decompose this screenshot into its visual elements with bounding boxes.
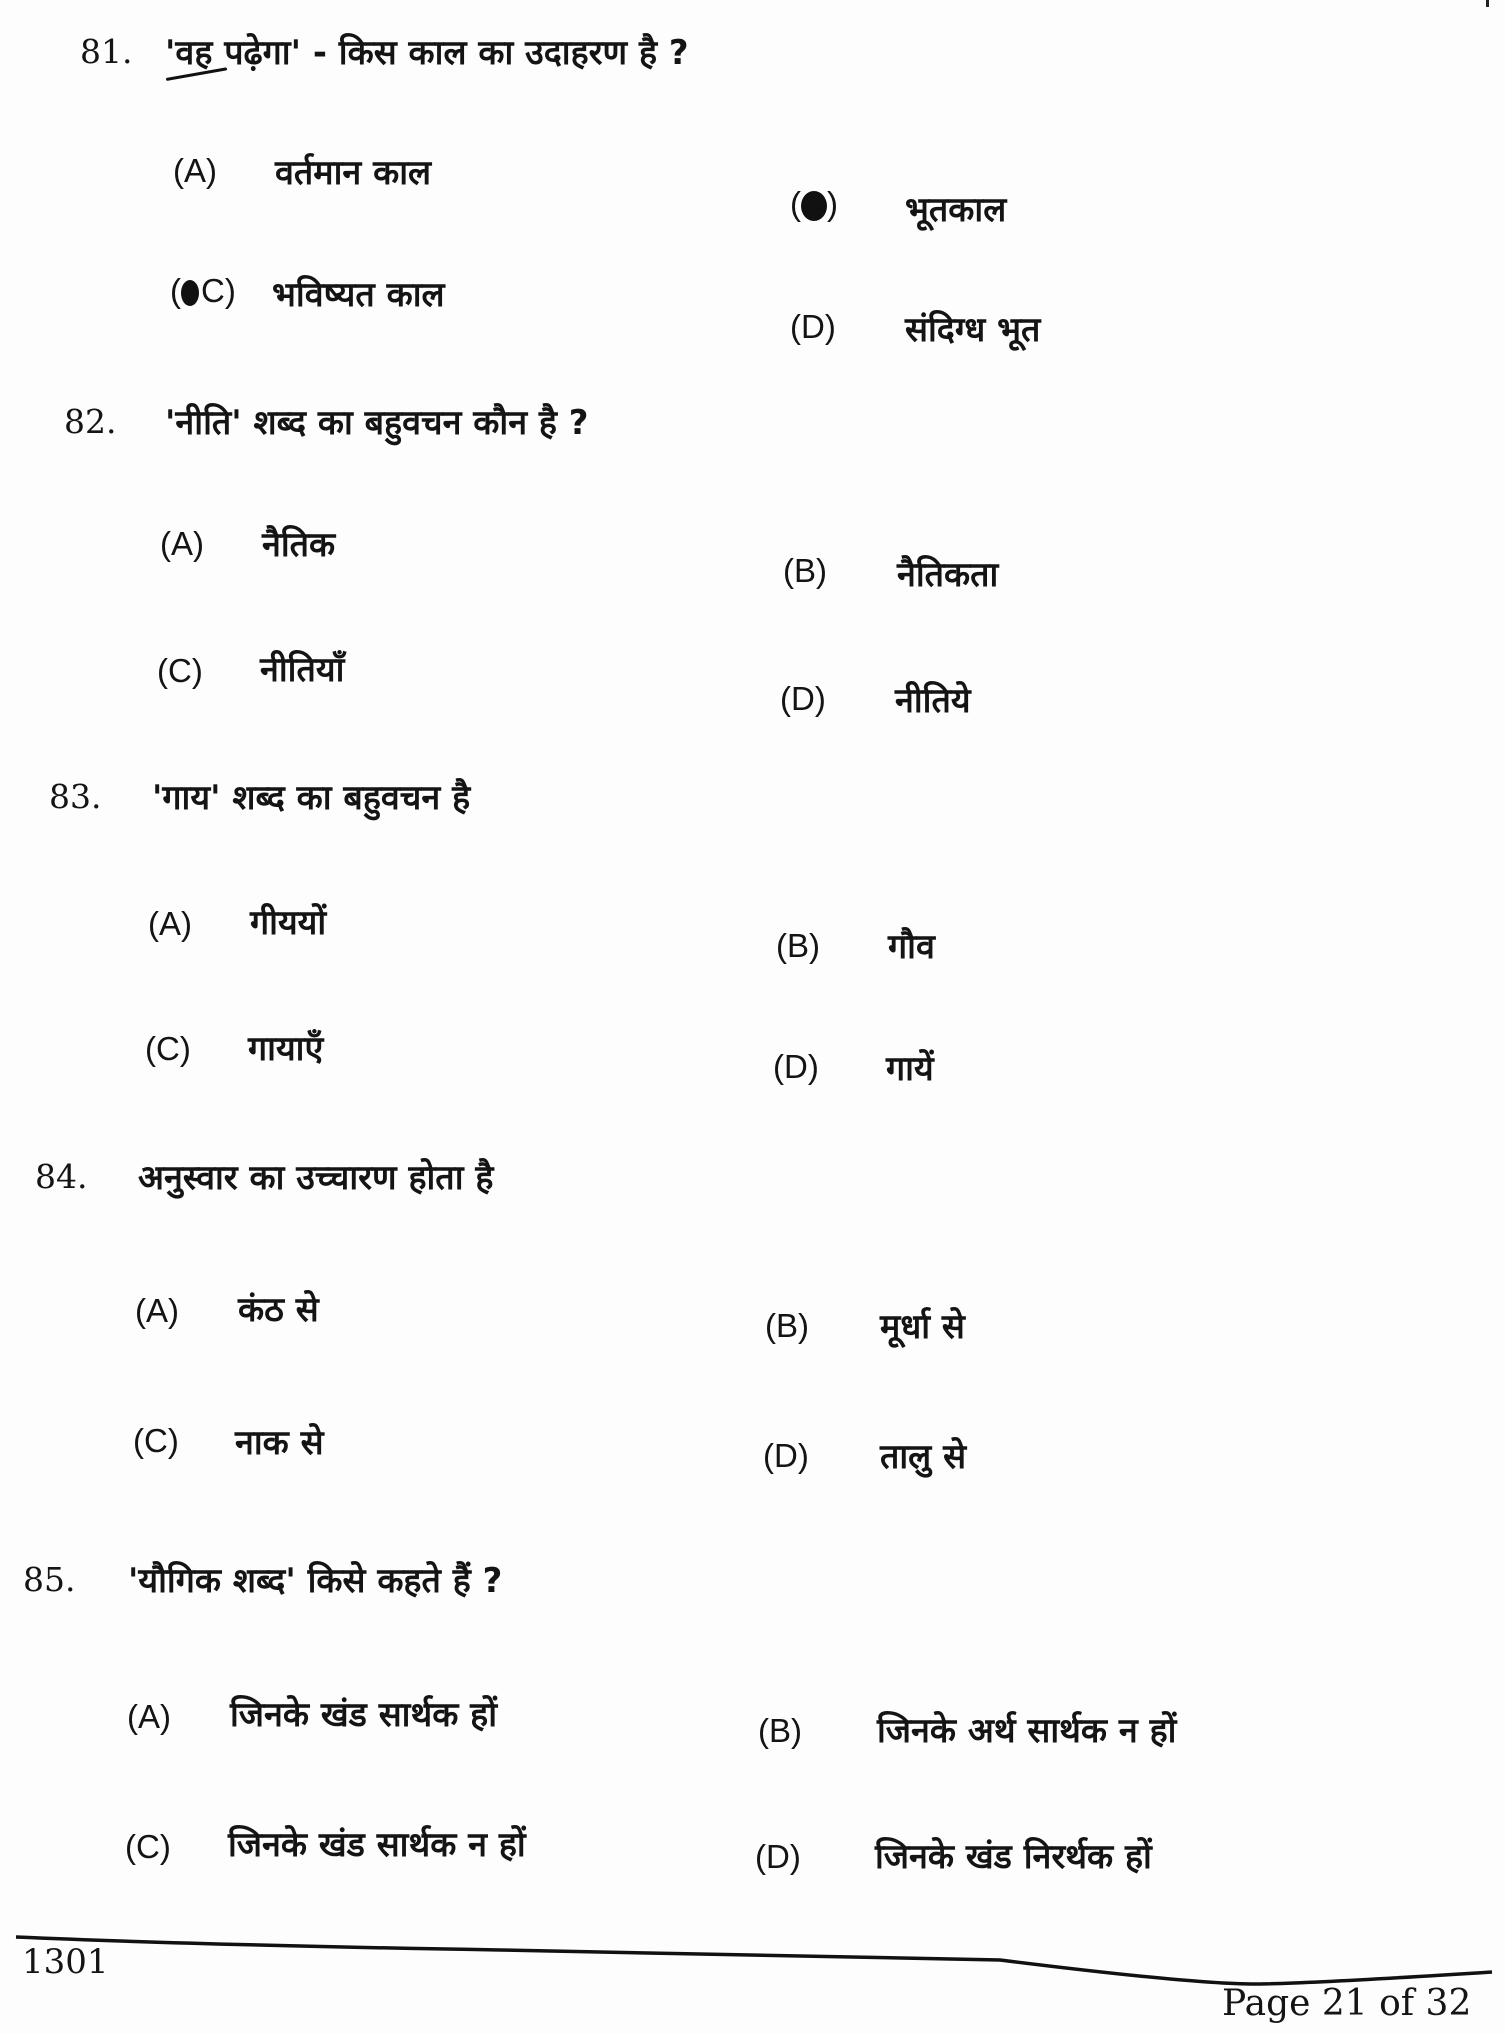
option-text: नैतिक <box>262 525 336 565</box>
page-number: Page 21 of 32 <box>1222 1983 1472 2024</box>
option-text: गायाएँ <box>248 1029 324 1069</box>
question-number: 85. <box>23 1560 76 1599</box>
option-text: नाक से <box>235 1423 324 1463</box>
option-text: जिनके अर्थ सार्थक न हों <box>877 1711 1177 1751</box>
question-text: 'नीति' शब्द का बहुवचन कौन है ? <box>165 403 589 443</box>
option-text: तालु से <box>880 1437 967 1477</box>
option-label: (C) <box>157 652 203 689</box>
question-number: 84. <box>35 1157 88 1196</box>
option-label: (B) <box>765 1307 809 1344</box>
option-label: (D) <box>763 1437 809 1474</box>
option-text: जिनके खंड सार्थक न हों <box>228 1825 526 1865</box>
option-text: भूतकाल <box>905 190 1007 230</box>
option-text: जिनके खंड निरर्थक हों <box>875 1837 1152 1877</box>
option-text: नीतियाँ <box>260 650 345 690</box>
option-text: गीययों <box>250 903 327 943</box>
question-number: 81. <box>80 32 133 71</box>
option-text: संदिग्ध भूत <box>905 310 1041 350</box>
question-text: अनुस्वार का उच्चारण होता है <box>138 1158 494 1198</box>
option-text: गायें <box>886 1049 934 1089</box>
option-label: (A) <box>173 152 217 189</box>
option-label: (A) <box>135 1292 179 1329</box>
option-text: मूर्धा से <box>880 1307 965 1347</box>
question-text: 'गाय' शब्द का बहुवचन है <box>152 778 471 818</box>
option-text: वर्तमान काल <box>275 153 432 193</box>
option-label: (A) <box>160 525 204 562</box>
option-label-marked: ( C) <box>170 272 236 309</box>
option-label: (D) <box>755 1838 801 1875</box>
option-text: भविष्यत काल <box>272 275 445 315</box>
option-text: जिनके खंड सार्थक हों <box>230 1695 498 1735</box>
option-text: नीतिये <box>895 681 971 721</box>
question-text: 'यौगिक शब्द' किसे कहते हैं ? <box>128 1561 503 1601</box>
option-text: कंठ से <box>238 1290 319 1330</box>
question-number: 82. <box>64 402 117 441</box>
option-label: (A) <box>127 1698 171 1735</box>
option-label-marked: ( ) <box>790 185 838 222</box>
option-label: (C) <box>145 1030 191 1067</box>
question-text: 'वह पढ़ेगा' - किस काल का उदाहरण है ? <box>165 33 689 73</box>
option-label: (D) <box>790 308 836 345</box>
question-number: 83. <box>49 777 102 816</box>
paper-code: 1301 <box>22 1942 109 1982</box>
option-label: (B) <box>776 927 820 964</box>
option-label: (B) <box>758 1712 802 1749</box>
option-label: (D) <box>780 680 826 717</box>
option-text: गौव <box>888 927 935 967</box>
option-text: नैतिकता <box>897 555 999 595</box>
option-label: (C) <box>133 1422 179 1459</box>
option-label: (B) <box>783 552 827 589</box>
option-label: (D) <box>773 1048 819 1085</box>
option-label: (C) <box>125 1828 171 1865</box>
option-label: (A) <box>148 905 192 942</box>
